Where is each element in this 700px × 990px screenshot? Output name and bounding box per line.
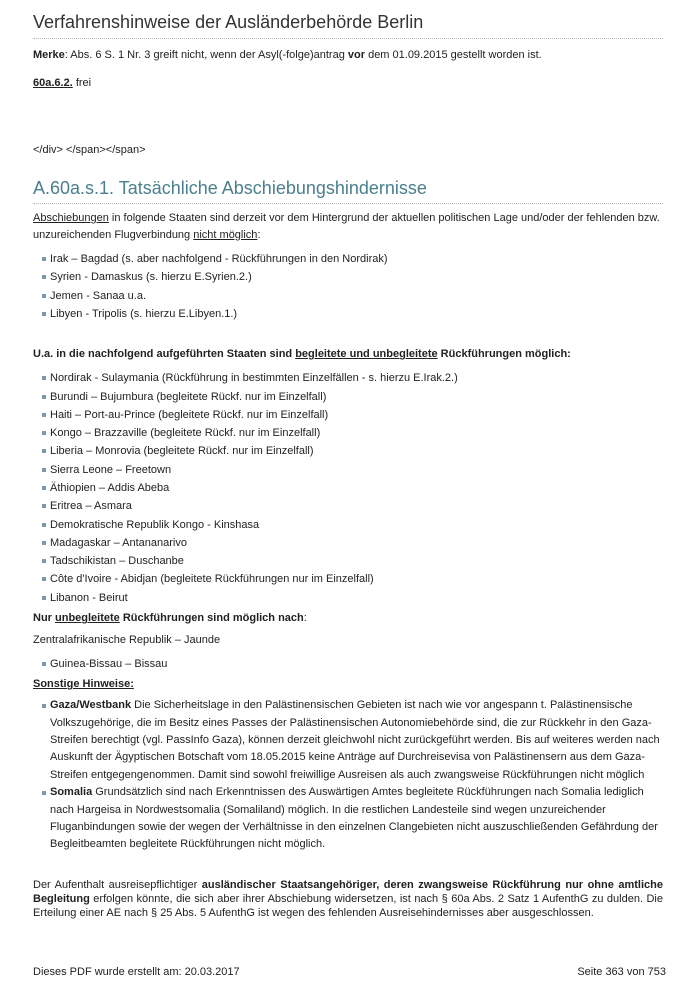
list-item: Demokratische Republik Kongo - Kinshasa [42, 516, 663, 534]
merke-note [33, 48, 663, 64]
stray-markup-text: </div> </span></span> [33, 144, 146, 157]
list-item: Nordirak - Sulaymania (Rückführung in bestimmten Einzelfällen - s. hierzu E.Irak.2.) [42, 369, 663, 387]
footer-created: Dieses PDF wurde erstellt am: 20.03.2017 [33, 966, 240, 978]
only-a: Nur [33, 612, 55, 625]
list-item: Burundi – Bujumbura (begleitete Rückf. nur im Einzelfall) [42, 388, 663, 406]
possible-countries-list [33, 369, 663, 607]
paragraph-text: frei [72, 76, 92, 89]
unaccompanied-heading [33, 611, 663, 627]
list-item: Madagaskar – Antananarivo [42, 534, 663, 552]
footer-page-number: Seite 363 von 753 [577, 966, 666, 978]
merke-text-1: : Abs. 6 S. 1 Nr. 3 greift nicht, wenn der Asyl(-folge)antrag [64, 48, 348, 61]
list-item: Haiti – Port-au-Prince (begleitete Rückf. nur im Einzelfall) [42, 406, 663, 424]
section-intro [33, 210, 663, 244]
zentral-afrika-text: Zentralafrikanische Republik – Jaunde [33, 634, 221, 647]
possible-heading-underlined: begleitete und unbegleitete [295, 348, 438, 361]
list-item: Kongo – Brazzaville (begleitete Rückf. nur im Einzelfall) [42, 424, 663, 442]
section-title: A.60a.s.1. Tatsächliche Abschiebungshindernisse [33, 178, 663, 204]
list-item: Äthiopien – Addis Abeba [42, 479, 663, 497]
notes-list [33, 697, 663, 854]
list-item: Jemen - Sanaa u.a. [42, 287, 663, 305]
note-label: Somalia [50, 786, 93, 799]
only-b: Rückführungen sind möglich nach [119, 612, 304, 625]
possible-heading [33, 347, 663, 363]
possible-heading-b: Rückführungen möglich: [437, 348, 571, 361]
impossible-countries-list [33, 250, 663, 323]
list-item: Eritrea – Asmara [42, 497, 663, 515]
list-item: Guinea-Bissau – Bissau [42, 655, 663, 673]
page-header: Verfahrenshinweise der Ausländerbehörde Berlin [33, 12, 663, 39]
list-item: Liberia – Monrovia (begleitete Rückf. nur im Einzelfall) [42, 442, 663, 460]
note-somalia [42, 784, 663, 854]
unaccompanied-list [33, 655, 663, 673]
list-item: Syrien - Damaskus (s. hierzu E.Syrien.2.) [42, 268, 663, 286]
intro-underlined-1: Abschiebungen [33, 212, 109, 224]
note-text: Grundsätzlich sind nach Erkenntnissen des Auswärtigen Amtes begleitete Rückführungen nach Somalia lediglich nach Hargeisa in Nordwestsomalia (Somaliland) möglich. In die restlichen Landesteile sind wegen unzureichender Fluganbindungen sowie der wegen der Verhältnisse in den einzelnen Clangebieten nicht auszuschließenden Gefährdung der Begleitbeamten begleitete Rückführungen nicht möglich. [50, 786, 658, 851]
only-colon: : [303, 612, 307, 625]
intro-underlined-2: nicht möglich [193, 229, 258, 242]
list-item: Tadschikistan – Duschanbe [42, 552, 663, 570]
paragraph-number: 60a.6.2. [33, 76, 73, 89]
final-paragraph [33, 878, 663, 921]
intro-text: in folgende Staaten sind derzeit vor dem Hintergrund der aktuellen politischen Lage und/oder der fehlenden bzw. unzureichenden Flugverbindung [33, 212, 660, 242]
only-underlined: unbegleitete [55, 612, 120, 625]
sonstige-heading: Sonstige Hinweise: [33, 678, 134, 691]
paragraph-60a-6-2 [33, 76, 663, 92]
list-item: Irak – Bagdad (s. aber nachfolgend - Rückführungen in den Nordirak) [42, 250, 663, 268]
note-gaza [42, 697, 663, 784]
list-item: Libanon - Beirut [42, 589, 663, 607]
list-item: Libyen - Tripolis (s. hierzu E.Libyen.1.) [42, 305, 663, 323]
final-a: Der Aufenthalt ausreisepflichtiger [33, 878, 202, 891]
page-footer [33, 965, 666, 981]
final-b: erfolgen könnte, die sich aber ihrer Abschiebung widersetzen, ist nach § 60a Abs. 2 Satz 1 AufenthG zu dulden. Die Erteilung einer AE nach § 25 Abs. 5 AufenthG ist wegen des fehlenden Ausreisehindernisses aber ausgeschlossen. [33, 893, 663, 920]
possible-heading-a: U.a. in die nachfolgend aufgeführten Staaten sind [33, 348, 296, 361]
merke-label: Merke [33, 48, 65, 61]
intro-end: : [257, 229, 261, 242]
merke-bold: vor [347, 48, 366, 61]
final-bold: ausländischer Staatsangehöriger, deren zwangsweise Rückführung nur ohne amtliche Begleitung [33, 878, 663, 906]
list-item: Côte d'Ivoire - Abidjan (begleitete Rückführungen nur im Einzelfall) [42, 570, 663, 588]
document-page [33, 0, 663, 921]
note-label: Gaza/Westbank [50, 699, 132, 712]
list-item: Sierra Leone – Freetown [42, 461, 663, 479]
note-text: Die Sicherheitslage in den Palästinensischen Gebieten ist nach wie vor angespann t. Palästinensische Volkszugehörige, die im Besitz eines Passes der Palästinensischen Autonomiebehörde sind, die zur Rückkehr in den Gaza-Streifen berechtigt (vgl. PassInfo Gaza), können derzeit gleichwohl nicht zurückgeführt werden. Bis auf weiteres werden nach Auskunft der Ägyptischen Botschaft vom 18.05.2015 keine Anträge auf Durchreisevisa von Palästinensern aus dem Gaza-Streifen entgegengenommen. Damit sind sowohl freiwillige Ausreisen als auch zwangsweise Rückführungen nicht möglich [50, 699, 660, 781]
merke-text-2: dem 01.09.2015 gestellt worden ist. [365, 48, 542, 61]
